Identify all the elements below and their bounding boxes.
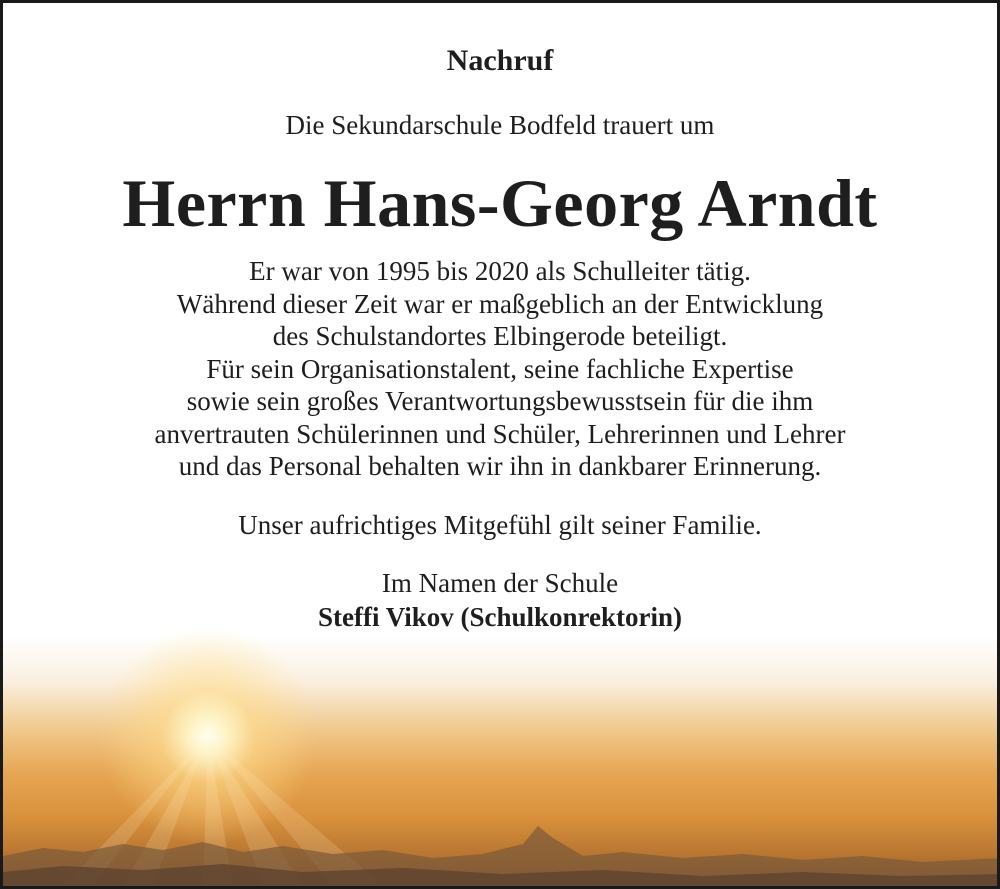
tribute-line: anvertrauten Schülerinnen und Schüler, Lehrerinnen und Lehrer [154, 418, 846, 449]
tribute-line: Für sein Organisationstalent, seine fachliche Expertise [206, 353, 794, 384]
tribute-line: Er war von 1995 bis 2020 als Schulleiter tätig. [249, 256, 751, 286]
mountain-silhouette [3, 786, 1000, 886]
signature-intro: Im Namen der Schule [381, 567, 619, 598]
notice-heading: Nachruf [446, 44, 554, 77]
condolence-line: Unser aufrichtiges Mitgefühl gilt seiner Familie. [238, 509, 762, 540]
tribute-line: und das Personal behalten wir ihn in dankbarer Erinnerung. [178, 451, 822, 481]
tribute-line: des Schulstandortes Elbingerode beteiligt. [272, 321, 728, 351]
intro-line: Die Sekundarschule Bodfeld trauert um [285, 110, 715, 140]
tribute-text [3, 255, 997, 483]
notice-content [3, 3, 997, 633]
tribute-line: sowie sein großes Verantwortungsbewusstsein für die ihm [186, 386, 814, 416]
signature-name: Steffi Vikov (Schulkonrektorin) [317, 601, 683, 632]
tribute-line: Während dieser Zeit war er maßgeblich an der Entwicklung [176, 288, 824, 319]
deceased-name: Herrn Hans-Georg Arndt [122, 165, 878, 241]
